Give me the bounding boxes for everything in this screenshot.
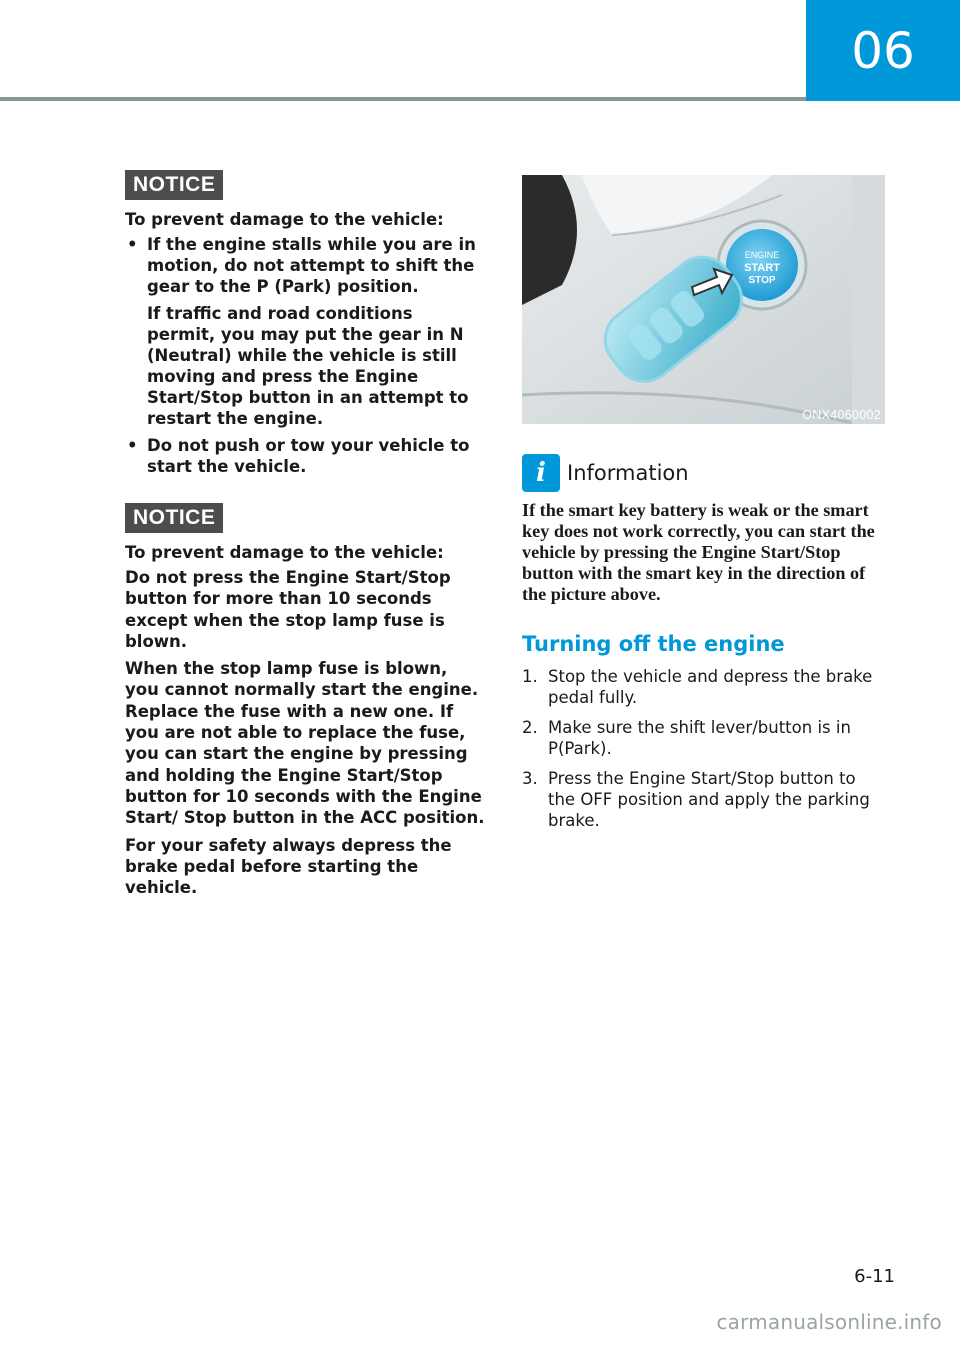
step-text: Stop the vehicle and depress the brake pedal fully. bbox=[548, 667, 873, 707]
step-number: 3. bbox=[522, 769, 538, 788]
information-body: If the smart key battery is weak or the smart key does not work correctly, you can start the vehicle by pressing the Engine Start/Stop button with the smart key in the direction of the picture above. bbox=[522, 500, 875, 604]
button-label-line: STOP bbox=[748, 275, 776, 286]
notice-title: To prevent damage to the vehicle: bbox=[125, 210, 444, 229]
figure-code: ONX4060002 bbox=[802, 408, 881, 422]
page-number: 6-11 bbox=[854, 1266, 895, 1287]
step-text: Press the Engine Start/Stop button to the OFF position and apply the parking brake. bbox=[548, 769, 870, 830]
watermark[interactable]: carmanualsonline.info bbox=[716, 1310, 942, 1334]
notice-paragraph: For your safety always depress the brake pedal before starting the vehicle. bbox=[125, 835, 452, 898]
section-title: Turning off the engine bbox=[522, 632, 785, 656]
notice-paragraph: If the engine stalls while you are in motion, do not attempt to shift the gear to the P (Park) position. bbox=[147, 235, 476, 296]
right-column bbox=[522, 175, 885, 840]
chapter-tab: 06 bbox=[806, 0, 960, 101]
notice-paragraph: When the stop lamp fuse is blown, you cannot normally start the engine. Replace the fuse with a new one. If you are not able to replace the fuse, you can start the engine by pressing and holding the Engine Start/Stop button for 10 seconds with the Engine Start/ Stop button in the ACC position. bbox=[125, 659, 485, 828]
step-item bbox=[522, 717, 885, 759]
steps-list bbox=[522, 666, 885, 831]
bullet: • bbox=[127, 436, 138, 455]
bullet: • bbox=[127, 235, 138, 254]
notice-badge: NOTICE bbox=[125, 503, 223, 533]
header-rule bbox=[0, 97, 806, 101]
notice-list-item bbox=[125, 234, 485, 429]
step-number: 2. bbox=[522, 718, 538, 737]
button-label-line: ENGINE bbox=[744, 250, 780, 260]
left-column bbox=[125, 170, 485, 904]
step-number: 1. bbox=[522, 667, 538, 686]
step-item bbox=[522, 768, 885, 831]
notice-paragraph: If traffic and road conditions permit, you may put the gear in N (Neutral) while the vehicle is still moving and press the Engine Start/Stop button in an attempt to restart the engine. bbox=[147, 304, 469, 428]
notice-paragraph: Do not push or tow your vehicle to start the vehicle. bbox=[147, 436, 470, 476]
information-heading bbox=[522, 454, 885, 492]
photo-illustration bbox=[522, 175, 885, 424]
notice-block-1 bbox=[125, 170, 485, 477]
notice-badge: NOTICE bbox=[125, 170, 223, 200]
step-text: Make sure the shift lever/button is in P(Park). bbox=[548, 718, 851, 758]
notice-paragraph: Do not press the Engine Start/Stop button for more than 10 seconds except when the stop lamp fuse is blown. bbox=[125, 568, 451, 651]
notice-list-item bbox=[125, 435, 485, 477]
notice-title: To prevent damage to the vehicle: bbox=[125, 543, 444, 562]
button-label-line: START bbox=[744, 262, 780, 274]
smart-key-start-button-photo bbox=[522, 175, 885, 424]
notice-block-2 bbox=[125, 503, 485, 898]
notice-list bbox=[125, 234, 485, 477]
step-item bbox=[522, 666, 885, 708]
information-icon: i bbox=[522, 454, 560, 492]
information-title: Information bbox=[567, 461, 689, 485]
